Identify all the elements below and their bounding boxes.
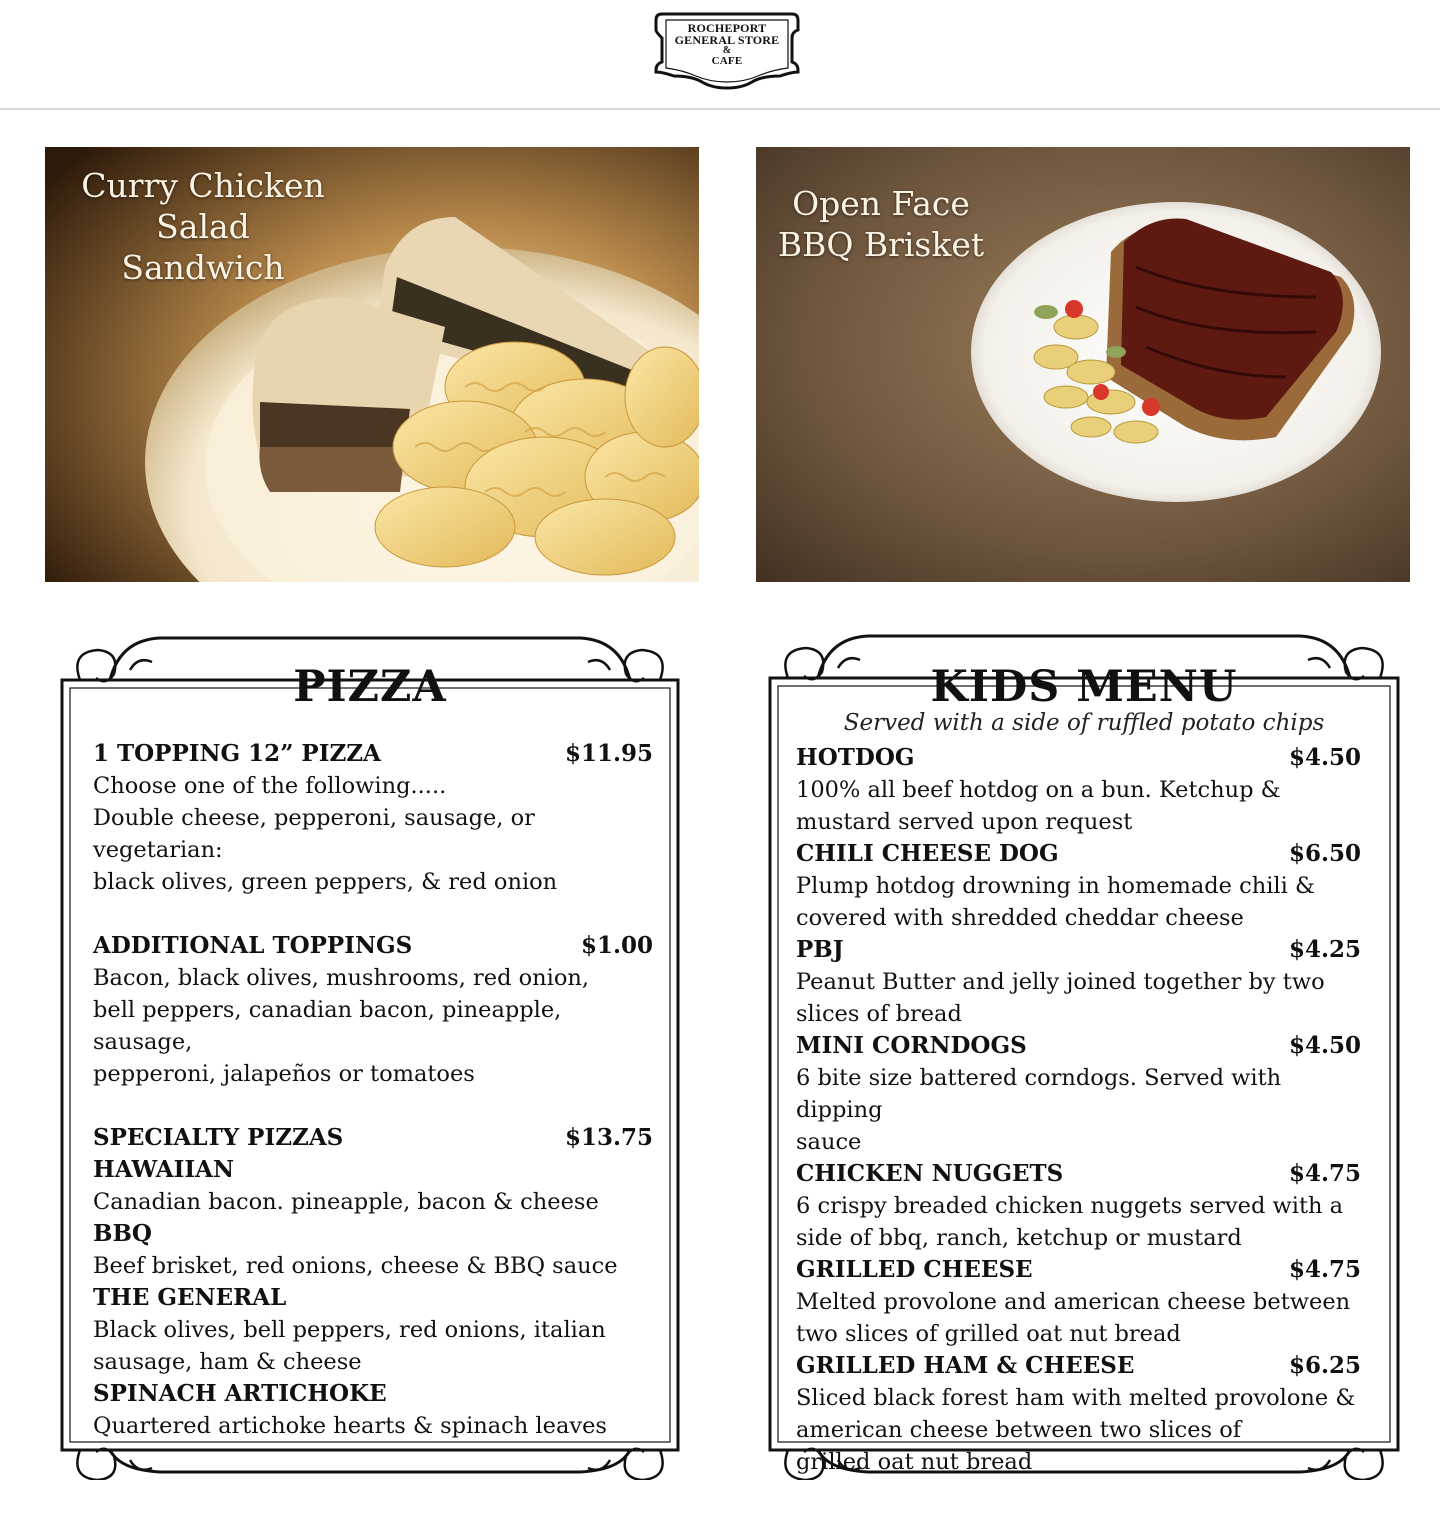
menu-item-name: 1 TOPPING 12” PIZZA bbox=[93, 740, 381, 767]
menu-item-price: $4.75 bbox=[1288, 1256, 1361, 1283]
pizza-section-2 bbox=[93, 930, 653, 1090]
logo-line-3: CAFE bbox=[711, 55, 743, 67]
specialty-item-name: BBQ bbox=[93, 1220, 152, 1247]
pizza-items bbox=[93, 738, 653, 1442]
specialty-item-desc: Canadian bacon. pineapple, bacon & cheese bbox=[93, 1189, 599, 1215]
kids-item-grilled-cheese bbox=[796, 1254, 1361, 1350]
menu-item-desc: 6 crispy breaded chicken nuggets served with a side of bbq, ranch, ketchup or mustard bbox=[796, 1193, 1344, 1251]
kids-item-mini-corndogs bbox=[796, 1030, 1361, 1158]
menu-item-desc: 100% all beef hotdog on a bun. Ketchup & mustard served upon request bbox=[796, 777, 1281, 835]
kids-item-chicken-nuggets bbox=[796, 1158, 1361, 1254]
menu-item-name: GRILLED CHEESE bbox=[796, 1256, 1033, 1283]
menu-item-name: HOTDOG bbox=[796, 744, 915, 771]
specialty-item-desc: Black olives, bell peppers, red onions, italian sausage, ham & cheese bbox=[93, 1317, 606, 1375]
pizza-section-1 bbox=[93, 738, 653, 898]
kids-item-chili-cheese-dog bbox=[796, 838, 1361, 934]
photo-caption: Open Face BBQ Brisket bbox=[777, 184, 985, 264]
menu-item-price: $6.25 bbox=[1288, 1352, 1361, 1379]
menu-item-price: $11.95 bbox=[564, 740, 653, 767]
menu-item-price: $6.50 bbox=[1288, 840, 1361, 867]
menu-item-desc: Bacon, black olives, mushrooms, red onion, bell peppers, canadian bacon, pineapple, sausage, pepperoni, jalapeños or tomatoes bbox=[93, 965, 590, 1087]
pizza-title: PIZZA bbox=[293, 662, 447, 712]
photo-curry-chicken bbox=[45, 147, 699, 582]
photo-caption: Curry Chicken Salad Sandwich bbox=[81, 166, 325, 287]
kids-item-pbj bbox=[796, 934, 1361, 1030]
specialty-item-name: SPINACH ARTICHOKE bbox=[93, 1380, 387, 1407]
menu-item-price: $4.50 bbox=[1288, 744, 1361, 771]
logo-line-1: ROCHEPORT bbox=[687, 21, 767, 35]
photo-bbq-brisket bbox=[756, 147, 1410, 582]
menu-item-name: MINI CORNDOGS bbox=[796, 1032, 1027, 1059]
menu-item-desc: Melted provolone and american cheese between two slices of grilled oat nut bread bbox=[796, 1289, 1351, 1347]
logo-amp: & bbox=[722, 45, 732, 56]
logo-line-2: GENERAL STORE bbox=[674, 33, 780, 47]
menu-item-desc: Plump hotdog drowning in homemade chili & covered with shredded cheddar cheese bbox=[796, 873, 1316, 931]
menu-item-desc: Sliced black forest ham with melted provolone & american cheese between two slices of grilled oat nut bread bbox=[796, 1385, 1356, 1475]
specialty-item-desc: Quartered artichoke hearts & spinach leaves bbox=[93, 1413, 607, 1439]
specialty-pizzas bbox=[93, 1122, 653, 1442]
menu-item-name: CHILI CHEESE DOG bbox=[796, 840, 1059, 867]
menu-item-name: ADDITIONAL TOPPINGS bbox=[93, 932, 413, 959]
menu-item-desc: Choose one of the following..... Double cheese, pepperoni, sausage, or vegetarian: black olives, green peppers, & red onion bbox=[93, 773, 558, 895]
menu-item-name: CHICKEN NUGGETS bbox=[796, 1160, 1064, 1187]
kids-item-grilled-ham-cheese bbox=[796, 1350, 1361, 1478]
specialty-item-name: HAWAIIAN bbox=[93, 1156, 235, 1183]
kids-menu-card bbox=[758, 628, 1410, 1480]
site-header bbox=[0, 0, 1440, 110]
kids-item-hotdog bbox=[796, 742, 1361, 838]
menu-item-name: PBJ bbox=[796, 936, 844, 963]
kids-subtitle: Served with a side of ruffled potato chips bbox=[843, 710, 1325, 736]
menu-item-price: $4.75 bbox=[1288, 1160, 1361, 1187]
kids-title: KIDS MENU bbox=[930, 662, 1238, 712]
menu-item-name: GRILLED HAM & CHEESE bbox=[796, 1352, 1135, 1379]
menu-item-price: $13.75 bbox=[564, 1124, 653, 1151]
menu-item-name: SPECIALTY PIZZAS bbox=[93, 1124, 344, 1151]
menu-item-desc: Peanut Butter and jelly joined together by two slices of bread bbox=[796, 969, 1325, 1027]
pizza-menu-card bbox=[50, 630, 690, 1480]
kids-items bbox=[796, 742, 1361, 1478]
store-logo[interactable] bbox=[652, 10, 802, 90]
menu-item-price: $4.25 bbox=[1288, 936, 1361, 963]
specialty-item-desc: Beef brisket, red onions, cheese & BBQ sauce bbox=[93, 1253, 618, 1279]
menu-item-price: $4.50 bbox=[1288, 1032, 1361, 1059]
menu-item-desc: 6 bite size battered corndogs. Served with dipping sauce bbox=[796, 1065, 1282, 1155]
menu-item-price: $1.00 bbox=[580, 932, 653, 959]
specialty-item-name: THE GENERAL bbox=[93, 1284, 287, 1311]
